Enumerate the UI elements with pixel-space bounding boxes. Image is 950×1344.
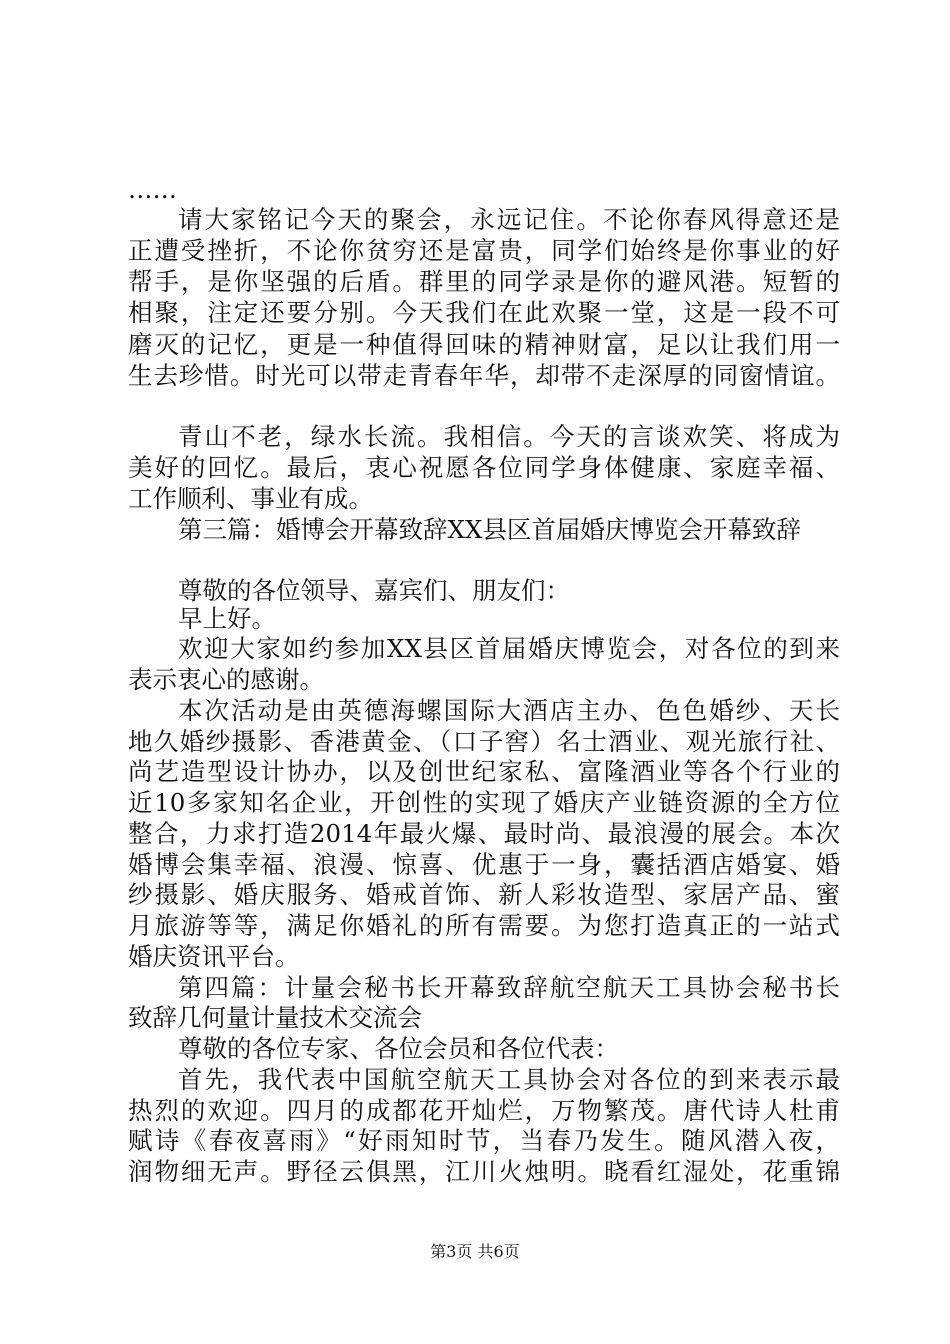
text-line: 月旅游等等，满足你婚礼的所有需要。为您打造真正的一站式 <box>128 911 840 940</box>
text-line: 地久婚纱摄影、香港黄金、（口子窖）名士酒业、观光旅行社、 <box>128 727 840 756</box>
text-line: 尊敬的各位领导、嘉宾们、朋友们： <box>178 576 570 605</box>
text-line: 正遭受挫折，不论你贫穷还是富贵，同学们始终是你事业的好 <box>128 236 840 265</box>
text-line: 欢迎大家如约参加XX县区首届婚庆博览会，对各位的到来 <box>178 634 840 663</box>
text-line: 帮手，是你坚强的后盾。群里的同学录是你的避风港。短暂的 <box>128 267 840 296</box>
text-line: 首先，我代表中国航空航天工具协会对各位的到来表示最 <box>178 1065 840 1094</box>
text-line: 纱摄影、婚庆服务、婚戒首饰、新人彩妆造型、家居产品、蜜 <box>128 880 840 909</box>
text-line: 整合，力求打造2014年最火爆、最时尚、最浪漫的展会。本次 <box>128 819 840 848</box>
page-number-footer: 第3页 共6页 <box>430 1242 520 1261</box>
section-heading: 致辞几何量计量技术交流会 <box>128 1003 422 1032</box>
section-heading: 第四篇：计量会秘书长开幕致辞航空航天工具协会秘书长 <box>178 973 840 1002</box>
section-heading: 第三篇：婚博会开幕致辞XX县区首届婚庆博览会开幕致辞 <box>178 515 801 544</box>
text-line: 美好的回忆。最后，衷心祝愿各位同学身体健康、家庭幸福、 <box>128 453 840 482</box>
text-line: 请大家铭记今天的聚会，永远记住。不论你春风得意还是 <box>178 205 840 234</box>
text-line: 润物细无声。野径云俱黑，江川火烛明。晓看红湿处，花重锦 <box>128 1157 840 1186</box>
text-line: 早上好。 <box>178 604 276 633</box>
text-line: 热烈的欢迎。四月的成都花开灿烂，万物繁茂。唐代诗人杜甫 <box>128 1096 840 1125</box>
text-line: 本次活动是由英德海螺国际大酒店主办、色色婚纱、天长 <box>178 696 840 725</box>
text-line: 工作顺利、事业有成。 <box>128 484 373 513</box>
text-line: 青山不老，绿水长流。我相信。今天的言谈欢笑、将成为 <box>178 422 840 451</box>
text-line: 尚艺造型设计协办，以及创世纪家私、富隆酒业等各个行业的 <box>128 757 840 786</box>
text-line: 近10多家知名企业，开创性的实现了婚庆产业链资源的全方位 <box>128 788 840 817</box>
text-line: 尊敬的各位专家、各位会员和各位代表： <box>178 1034 619 1063</box>
text-line: 婚庆资讯平台。 <box>128 942 300 971</box>
text-line: 婚博会集幸福、浪漫、惊喜、优惠于一身，囊括酒店婚宴、婚 <box>128 850 840 879</box>
text-line: 生去珍惜。时光可以带走青春年华，却带不走深厚的同窗情谊。 <box>128 361 840 390</box>
text-line: 磨灭的记忆，更是一种值得回味的精神财富，足以让我们用一 <box>128 330 840 359</box>
text-line: …… <box>128 175 177 204</box>
text-line: 表示衷心的感谢。 <box>128 665 324 694</box>
text-line: 相聚，注定还要分别。今天我们在此欢聚一堂，这是一段不可 <box>128 298 840 327</box>
text-line: 赋诗《春夜喜雨》“好雨知时节，当春乃发生。随风潜入夜， <box>128 1126 840 1155</box>
